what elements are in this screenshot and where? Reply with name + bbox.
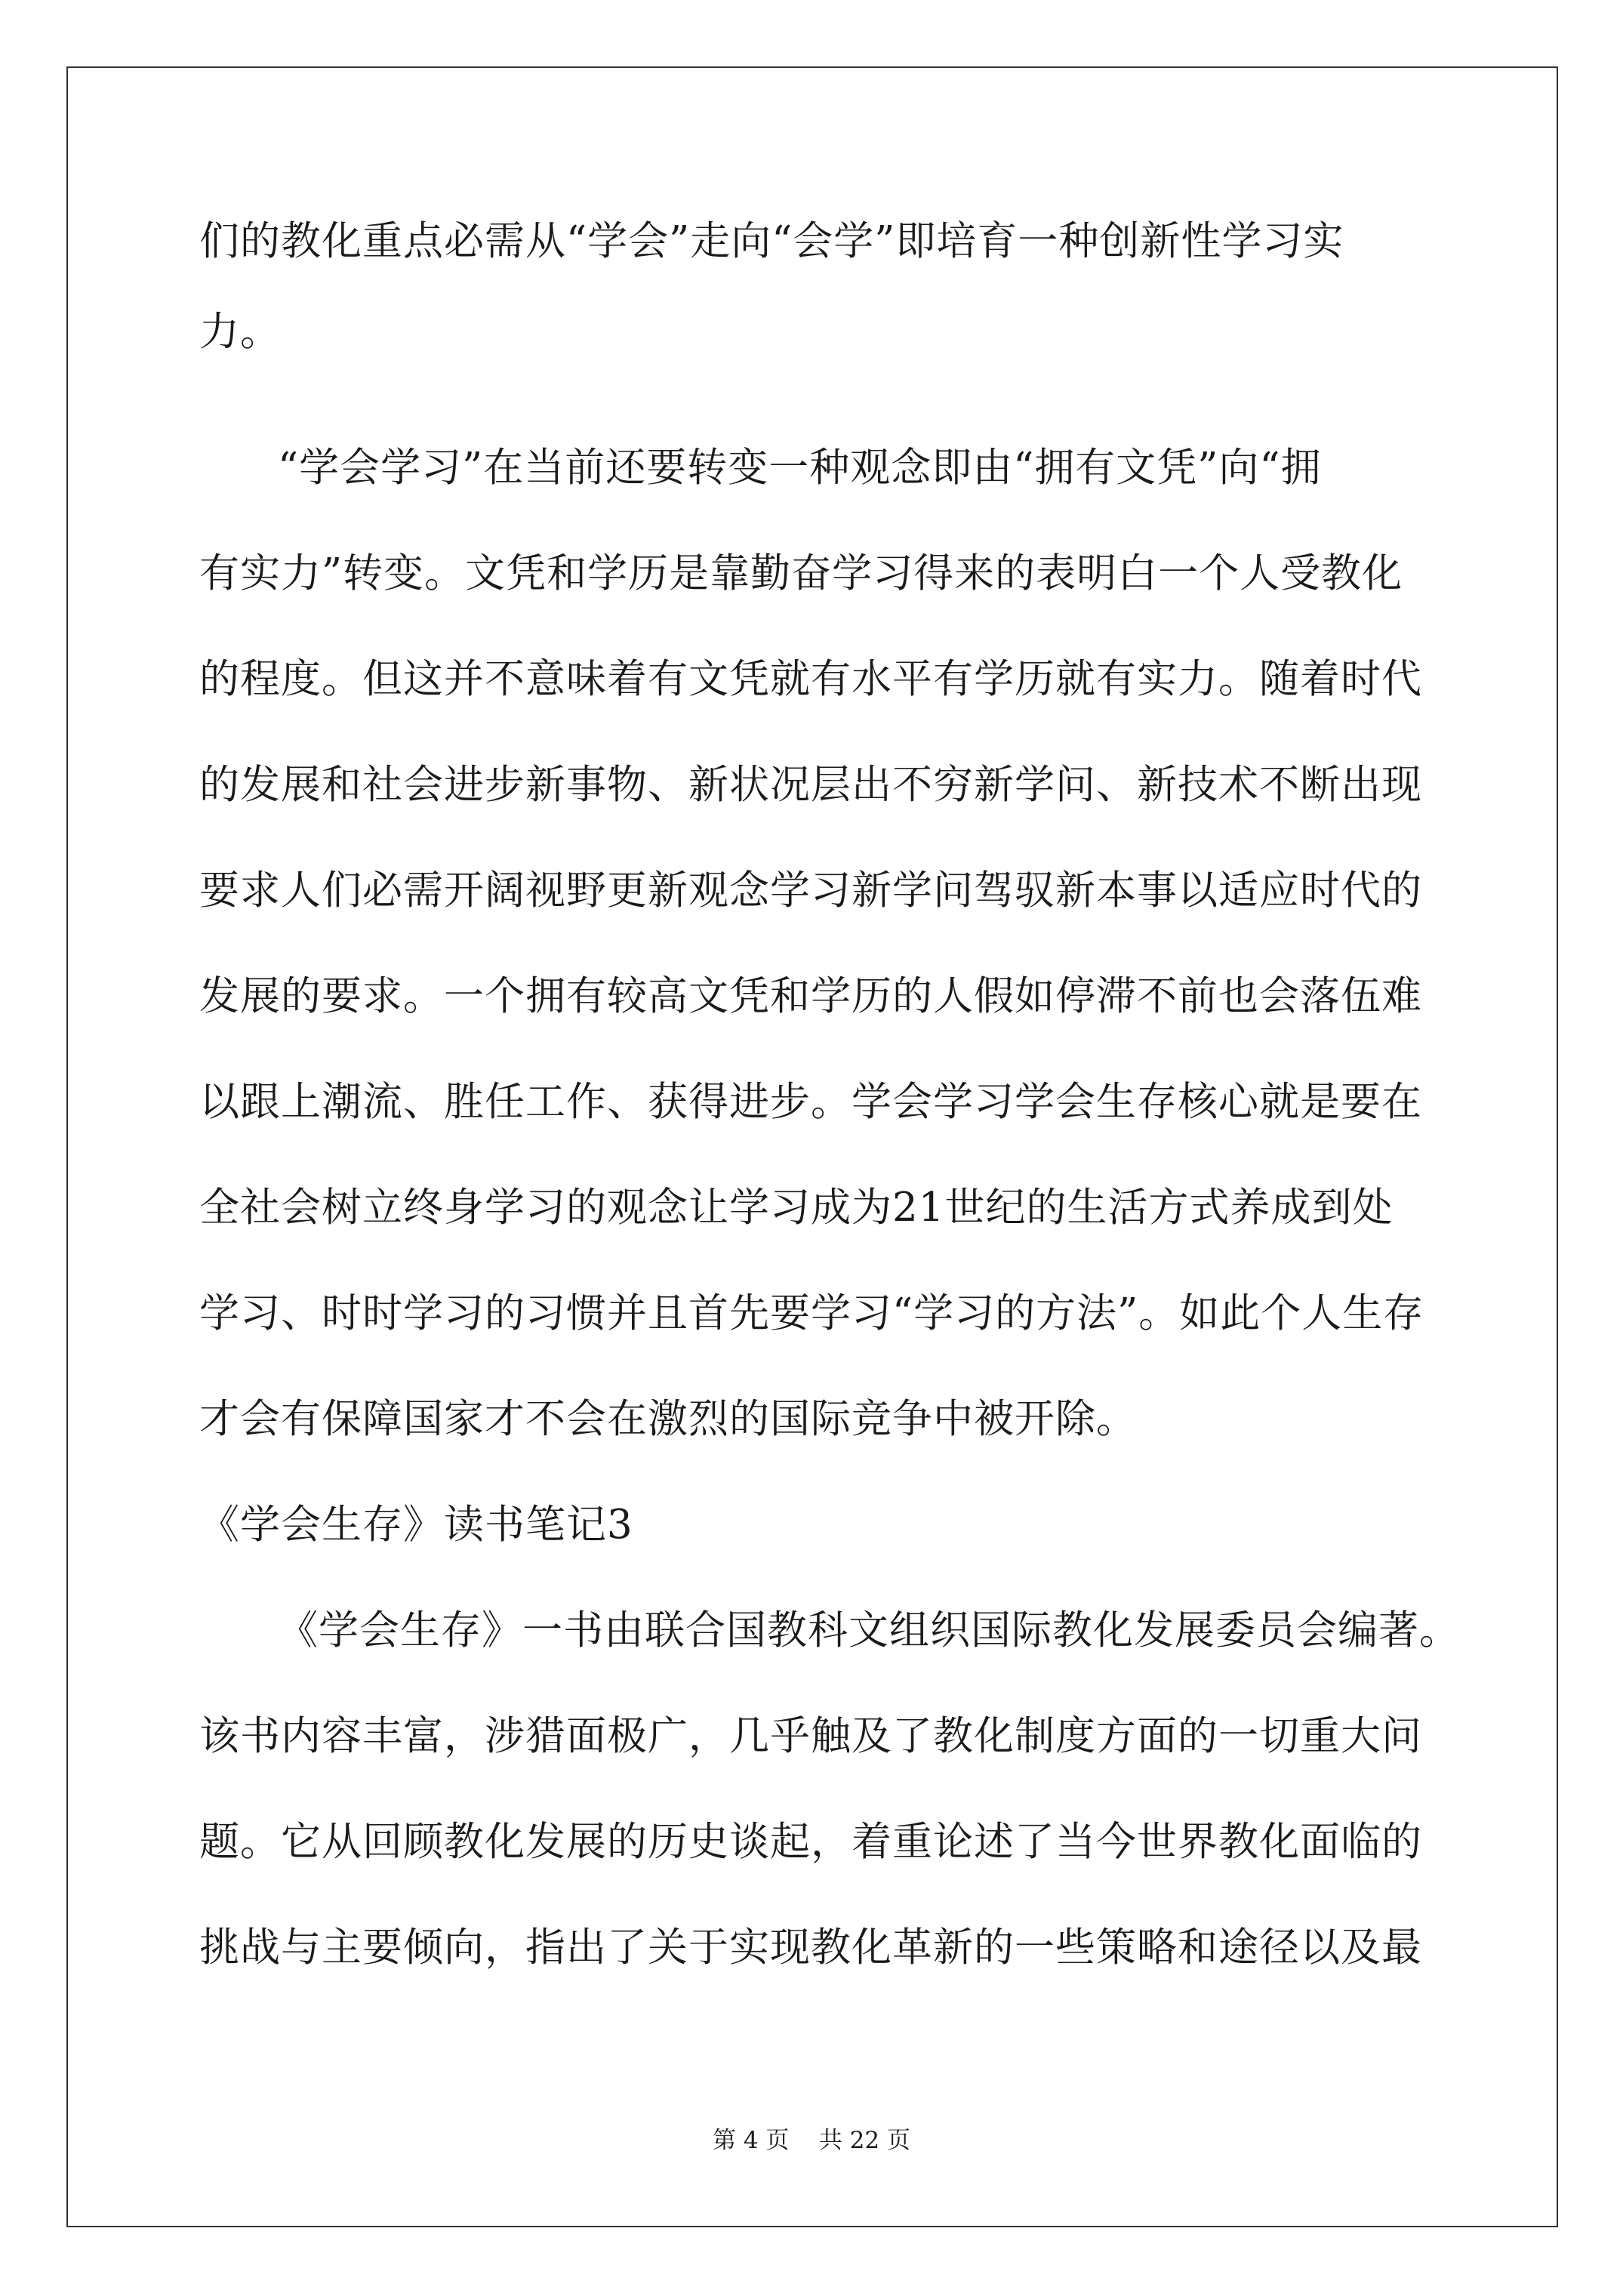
- paragraph-line: 《学会生存》一书由联合国教科文组织国际教化发展委员会编著。: [278, 1607, 1460, 1653]
- paragraph-line: 题。它从回顾教化发展的历史谈起，着重论述了当今世界教化面临的: [199, 1819, 1422, 1865]
- section-heading: 《学会生存》读书笔记3: [199, 1502, 633, 1548]
- page-number-footer: 第 4 页 共 22 页: [712, 2127, 910, 2154]
- paragraph-line: 力。: [199, 309, 281, 355]
- paragraph-line: 们的教化重点必需从“学会”走向“会学”即培育一种创新性学习实: [199, 218, 1344, 264]
- paragraph-line: 要求人们必需开阔视野更新观念学习新学问驾驭新本事以适应时代的: [199, 868, 1422, 914]
- paragraph-line: 的程度。但这并不意味着有文凭就有水平有学历就有实力。随着时代: [199, 656, 1422, 702]
- paragraph-line: 以跟上潮流、胜任工作、获得进步。学会学习学会生存核心就是要在: [199, 1079, 1422, 1125]
- paragraph-line: “学会学习”在当前还要转变一种观念即由“拥有文凭”向“拥: [278, 445, 1322, 491]
- paragraph-line: 发展的要求。一个拥有较高文凭和学历的人假如停滞不前也会落伍难: [199, 973, 1422, 1019]
- paragraph-line: 挑战与主要倾向，指出了关于实现教化革新的一些策略和途径以及最: [199, 1925, 1422, 1971]
- paragraph-line: 才会有保障国家才不会在激烈的国际竞争中被开除。: [199, 1396, 1137, 1442]
- paragraph-line: 学习、时时学习的习惯并且首先要学习“学习的方法”。如此个人生存: [199, 1290, 1424, 1336]
- paragraph-line: 全社会树立终身学习的观念让学习成为21世纪的生活方式养成到处: [199, 1185, 1394, 1231]
- page-border: [66, 66, 1558, 2227]
- paragraph-line: 的发展和社会进步新事物、新状况层出不穷新学问、新技术不断出现: [199, 762, 1422, 808]
- paragraph-line: 有实力”转变。文凭和学历是靠勤奋学习得来的表明白一个人受教化: [199, 550, 1403, 596]
- paragraph-line: 该书内容丰富，涉猎面极广，几乎触及了教化制度方面的一切重大问: [199, 1713, 1422, 1759]
